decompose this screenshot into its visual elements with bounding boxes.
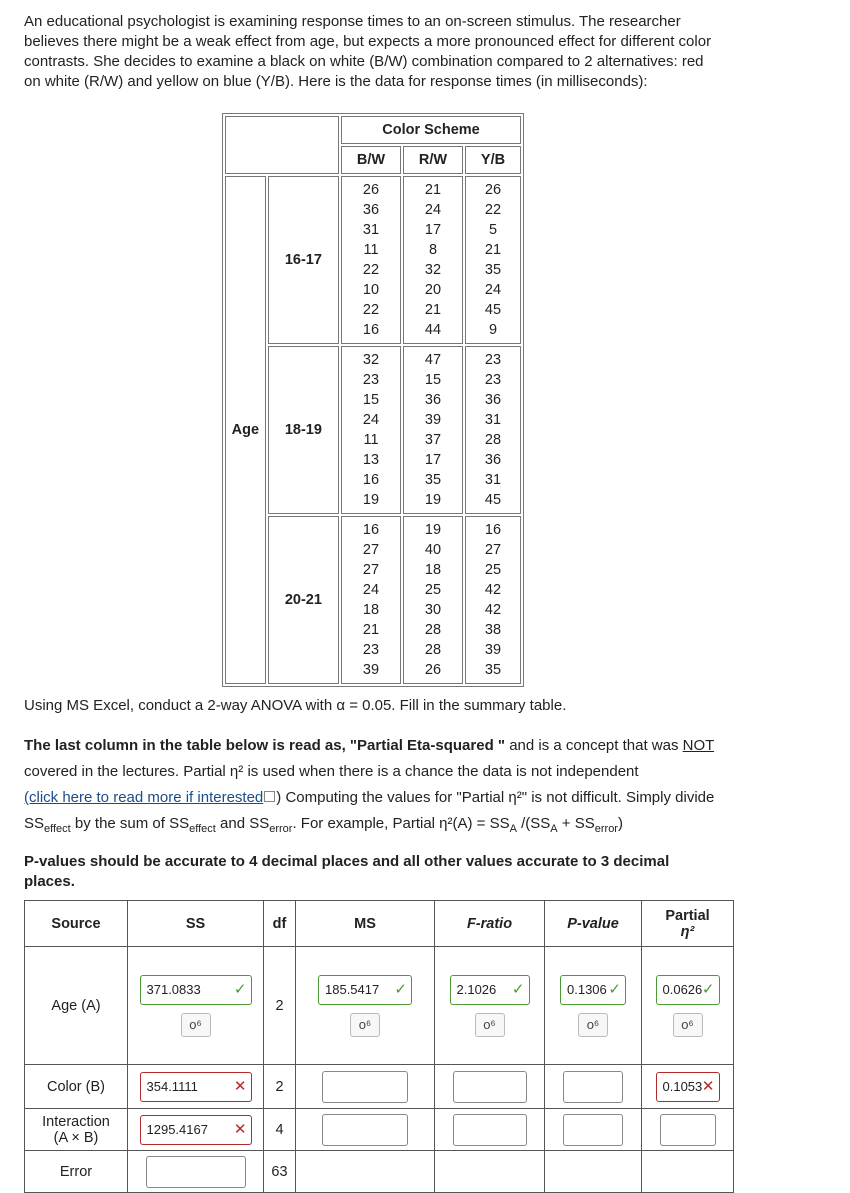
data-value: 23 (484, 352, 502, 368)
color-ss-value: 354.1111 (146, 1078, 198, 1094)
color-ms-input[interactable] (322, 1071, 408, 1103)
age-label: Age (225, 176, 266, 684)
error-ms-cell (296, 1151, 435, 1193)
check-icon: ✓ (511, 980, 525, 998)
cell-group (341, 346, 401, 514)
eta-text: and SS (215, 815, 270, 832)
read-more-link[interactable]: (click here to read more if interested (24, 789, 264, 806)
header-ss: SS (128, 901, 264, 947)
sub-error: error (269, 823, 293, 835)
color-p-cell (545, 1065, 642, 1109)
cell-group (341, 176, 401, 344)
not-word: NOT (682, 737, 715, 754)
data-value: 39 (424, 412, 442, 428)
data-value: 26 (424, 662, 442, 678)
data-value: 27 (484, 542, 502, 558)
data-value: 32 (424, 262, 442, 278)
age-eta-cell (642, 947, 734, 1065)
header-ms: MS (296, 901, 435, 947)
interaction-ms-input[interactable] (322, 1114, 408, 1146)
data-value: 18 (424, 562, 442, 578)
eta-explanation (24, 733, 744, 842)
group-label: 16-17 (268, 176, 339, 344)
data-value: 30 (424, 602, 442, 618)
age-f-value: 2.1026 (456, 981, 497, 997)
age-ss-cell (128, 947, 264, 1065)
data-value: 24 (362, 582, 380, 598)
age-ms-input[interactable] (318, 975, 412, 1005)
data-value: 24 (424, 202, 442, 218)
color-f-cell (435, 1065, 545, 1109)
color-p-input[interactable] (563, 1071, 623, 1103)
data-value: 47 (424, 352, 442, 368)
age-p-cell (545, 947, 642, 1065)
data-value: 25 (424, 582, 442, 598)
header-p-value: P-value (545, 901, 642, 947)
color-scheme-header: Color Scheme (341, 116, 521, 144)
error-df: 63 (264, 1151, 296, 1193)
cell-group (465, 176, 521, 344)
col-header-bw: B/W (341, 146, 401, 174)
data-value: 18 (362, 602, 380, 618)
data-value: 25 (484, 562, 502, 578)
interaction-p-input[interactable] (563, 1114, 623, 1146)
data-value: 16 (362, 472, 380, 488)
age-ss-input[interactable] (140, 975, 252, 1005)
color-eta-input[interactable] (656, 1072, 720, 1102)
data-value: 16 (362, 322, 380, 338)
source-age: Age (A) (25, 947, 128, 1065)
data-value: 20 (424, 282, 442, 298)
check-icon: ✓ (608, 980, 621, 998)
data-value: 44 (424, 322, 442, 338)
eta-text: ) (617, 815, 623, 832)
color-f-input[interactable] (453, 1071, 527, 1103)
error-p-cell (545, 1151, 642, 1193)
age-f-input[interactable] (450, 975, 530, 1005)
color-df: 2 (264, 1065, 296, 1109)
data-value: 16 (484, 522, 502, 538)
interaction-eta-input[interactable] (660, 1114, 716, 1146)
interaction-ss-cell (128, 1109, 264, 1151)
data-value: 22 (362, 302, 380, 318)
error-f-cell (435, 1151, 545, 1193)
color-ss-cell (128, 1065, 264, 1109)
data-value: 38 (484, 622, 502, 638)
cross-icon: ✕ (233, 1120, 247, 1138)
corner-cell (225, 116, 339, 174)
data-value: 26 (484, 182, 502, 198)
source-color: Color (B) (25, 1065, 128, 1109)
interaction-p-cell (545, 1109, 642, 1151)
eta-text: + SS (557, 815, 595, 832)
cross-icon: ✕ (701, 1077, 715, 1095)
data-value: 21 (484, 242, 502, 258)
interaction-f-input[interactable] (453, 1114, 527, 1146)
intro-text: An educational psychologist is examining response times to an on-screen stimulus. The researcher believes there might be a weak effect from age, but expects a more pronounced effect for different color contrasts. She decides to examine a black on white (B/W) combination compared to 2 alternatives: red on white (R/W) and yellow on blue (Y/B). Here is the data for response times (in milliseconds): (24, 13, 712, 90)
interaction-label: Interaction (42, 1113, 110, 1130)
data-value: 42 (484, 602, 502, 618)
cross-icon: ✕ (233, 1077, 247, 1095)
error-ss-cell (128, 1151, 264, 1193)
data-value: 8 (428, 242, 438, 258)
data-value: 26 (362, 182, 380, 198)
sub-a: A (509, 823, 517, 835)
data-value: 16 (362, 522, 380, 538)
data-value: 28 (424, 622, 442, 638)
color-ms-cell (296, 1065, 435, 1109)
eta-text: covered in the lectures. Partial η² is used when there is a chance the data is not independent (24, 763, 639, 780)
data-value: 9 (488, 322, 498, 338)
key-icon[interactable]: o⁶ (578, 1013, 608, 1037)
data-value: 45 (484, 302, 502, 318)
interaction-formula: (A × B) (53, 1129, 99, 1146)
data-value: 37 (424, 432, 442, 448)
data-value: 21 (424, 302, 442, 318)
group-label: 18-19 (268, 346, 339, 514)
data-value: 15 (362, 392, 380, 408)
header-df: df (264, 901, 296, 947)
sub-effect: effect (189, 823, 216, 835)
anova-instruction: Using MS Excel, conduct a 2-way ANOVA with α = 0.05. Fill in the summary table. (24, 697, 567, 714)
header-source: Source (25, 901, 128, 947)
data-value: 36 (424, 392, 442, 408)
col-header-yb: Y/B (465, 146, 521, 174)
data-value: 23 (484, 372, 502, 388)
age-df: 2 (264, 947, 296, 1065)
age-eta-input[interactable] (656, 975, 720, 1005)
data-value: 35 (484, 262, 502, 278)
data-value: 36 (484, 452, 502, 468)
data-value: 24 (484, 282, 502, 298)
interaction-ss-value: 1295.4167 (146, 1121, 208, 1137)
header-partial-eta (642, 901, 734, 947)
check-icon: ✓ (233, 980, 247, 998)
data-value: 13 (362, 452, 380, 468)
precision-note: P-values should be accurate to 4 decimal places and all other values accurate to 3 decimal places. (24, 853, 670, 890)
age-p-input[interactable] (560, 975, 626, 1005)
eta-text: and is a concept that was (505, 737, 683, 754)
cell-group (403, 176, 463, 344)
cell-group (341, 516, 401, 684)
data-value: 11 (363, 242, 379, 258)
eta-text: /(SS (516, 815, 551, 832)
data-value: 28 (484, 432, 502, 448)
header-partial: Partial (665, 907, 710, 924)
error-ss-input[interactable] (146, 1156, 246, 1188)
eta-text: ) Computing the values for "Partial η²" is not difficult. Simply divide SS (24, 789, 715, 832)
key-icon[interactable]: o⁶ (181, 1013, 211, 1037)
cell-group (465, 516, 521, 684)
data-value: 19 (424, 522, 442, 538)
color-ss-input[interactable] (140, 1072, 252, 1102)
interaction-ss-input[interactable] (140, 1115, 252, 1145)
sub-error: error (594, 823, 618, 835)
data-value: 17 (424, 222, 442, 238)
age-f-cell (435, 947, 545, 1065)
data-value: 40 (424, 542, 442, 558)
data-value: 10 (362, 282, 380, 298)
interaction-ms-cell (296, 1109, 435, 1151)
cell-group (465, 346, 521, 514)
sub-a: A (550, 823, 558, 835)
data-value: 28 (424, 642, 442, 658)
data-value: 35 (424, 472, 442, 488)
age-ss-value: 371.0833 (146, 981, 201, 997)
sub-effect: effect (44, 823, 71, 835)
data-value: 31 (484, 412, 502, 428)
source-interaction (25, 1109, 128, 1151)
data-value: 21 (362, 622, 380, 638)
anova-summary-table (24, 900, 734, 1193)
data-value: 35 (484, 662, 502, 678)
data-value: 36 (484, 392, 502, 408)
interaction-df: 4 (264, 1109, 296, 1151)
response-time-table (222, 113, 524, 687)
header-eta-symbol: η² (680, 923, 695, 940)
data-value: 23 (362, 642, 380, 658)
eta-text: . For example, Partial η²(A) = SS (292, 815, 510, 832)
data-value: 22 (484, 202, 502, 218)
data-value: 19 (424, 492, 442, 508)
data-value: 11 (363, 432, 379, 448)
data-value: 36 (362, 202, 380, 218)
data-value: 39 (484, 642, 502, 658)
data-value: 23 (362, 372, 380, 388)
key-icon[interactable]: o⁶ (475, 1013, 505, 1037)
data-value: 22 (362, 262, 380, 278)
data-value: 27 (362, 542, 380, 558)
interaction-eta-cell (642, 1109, 734, 1151)
data-value: 31 (484, 472, 502, 488)
color-eta-cell (642, 1065, 734, 1109)
key-icon[interactable]: o⁶ (673, 1013, 703, 1037)
eta-bold-text: The last column in the table below is read as, "Partial Eta-squared " (24, 737, 506, 754)
data-value: 19 (362, 492, 380, 508)
error-eta-cell (642, 1151, 734, 1193)
header-f-ratio: F-ratio (435, 901, 545, 947)
color-eta-value: 0.1053 (662, 1078, 703, 1094)
data-value: 21 (424, 182, 442, 198)
data-value: 27 (362, 562, 380, 578)
cell-group (403, 346, 463, 514)
check-icon: ✓ (701, 980, 715, 998)
data-value: 39 (362, 662, 380, 678)
data-value: 5 (488, 222, 498, 238)
key-icon[interactable]: o⁶ (350, 1013, 380, 1037)
data-value: 24 (362, 412, 380, 428)
age-ms-cell (296, 947, 435, 1065)
data-value: 31 (362, 222, 380, 238)
group-label: 20-21 (268, 516, 339, 684)
col-header-rw: R/W (403, 146, 463, 174)
data-value: 42 (484, 582, 502, 598)
data-value: 15 (424, 372, 442, 388)
eta-text: by the sum of SS (70, 815, 190, 832)
age-ms-value: 185.5417 (325, 981, 380, 997)
cell-group (403, 516, 463, 684)
external-link-icon (264, 791, 275, 802)
source-error: Error (25, 1151, 128, 1193)
problem-intro (24, 12, 724, 92)
data-value: 32 (362, 352, 380, 368)
age-p-value: 0.1306 (567, 981, 607, 997)
interaction-f-cell (435, 1109, 545, 1151)
data-value: 17 (424, 452, 442, 468)
data-value: 45 (484, 492, 502, 508)
age-eta-value: 0.0626 (662, 981, 703, 997)
check-icon: ✓ (394, 980, 407, 998)
